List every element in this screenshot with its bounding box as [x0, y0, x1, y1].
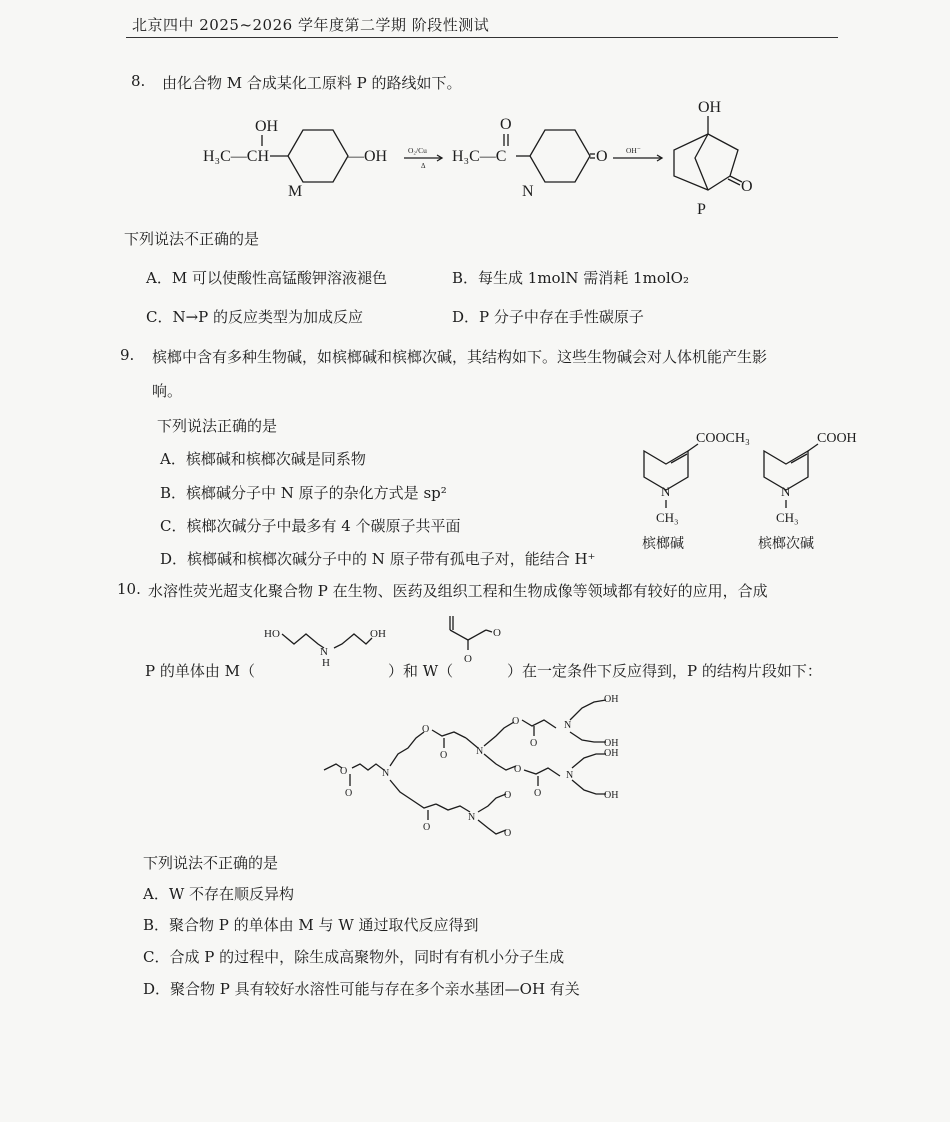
q8-option-b[interactable]: B．每生成 1molN 需消耗 1molO₂	[452, 269, 689, 287]
frag-o-lower-b: O	[504, 828, 512, 839]
q9-stem-line1: 槟榔中含有多种生物碱，如槟榔碱和槟榔次碱，其结构如下。这些生物碱会对人体机能产生影	[152, 348, 768, 366]
frag-o-lower-a: O	[504, 790, 512, 801]
q10-stem-line2-b: ）和 W（	[388, 662, 454, 680]
w-o-ester: O	[464, 653, 472, 665]
frag-o-ur: O	[512, 716, 520, 727]
n-label: N	[522, 183, 534, 200]
m-label: M	[288, 183, 303, 200]
q8-reaction-scheme	[190, 92, 790, 222]
m-ho: HO	[264, 628, 280, 640]
p-ketone-o: O	[741, 178, 753, 195]
m-h3c-ch: H₃C—CH	[203, 148, 270, 165]
p-outer-ring	[674, 134, 738, 190]
q9-stem-line2: 响。	[152, 382, 183, 400]
arecaidine-n: N	[781, 484, 791, 499]
frag-o-lr: O	[514, 764, 522, 775]
arecoline-group: COOCH₃	[696, 431, 750, 446]
arecaidine-name: 槟榔次碱	[758, 537, 814, 552]
arecoline-ch3: CH₃	[656, 510, 679, 525]
q10-stem-line1: 水溶性荧光超支化聚合物 P 在生物、医药及组织工程和生物成像等领域都有较好的应用，合成	[148, 582, 768, 600]
q10-option-d[interactable]: D．聚合物 P 具有较好水溶性可能与存在多个亲水基团—OH 有关	[143, 980, 580, 998]
frag-o-carbonyl-left: O	[345, 788, 353, 799]
n-carbonyl-o: O	[500, 116, 512, 133]
q10-stem-line2-c: ）在一定条件下反应得到，P 的结构片段如下：	[507, 662, 822, 680]
q10-prompt: 下列说法不正确的是	[143, 854, 279, 872]
q9-prompt: 下列说法正确的是	[157, 417, 278, 435]
q9-option-c[interactable]: C．槟榔次碱分子中最多有 4 个碳原子共平面	[160, 517, 461, 535]
p-label: P	[697, 201, 706, 218]
q8-option-a[interactable]: A．M 可以使酸性高锰酸钾溶液褪色	[146, 269, 387, 287]
q10-polymer-fragment	[320, 688, 640, 848]
m-oh-top: OH	[255, 118, 279, 135]
frag-o-upper-carbonyl: O	[440, 750, 448, 761]
frag-o-lower-carbonyl: O	[423, 822, 431, 833]
frag-oh-2: OH	[604, 738, 619, 749]
arrow1-condition: Δ	[421, 162, 426, 170]
m-oh-right: —OH	[348, 148, 388, 165]
q10-option-b[interactable]: B．聚合物 P 的单体由 M 与 W 通过取代反应得到	[143, 916, 479, 934]
n-cyclohexane-ring	[530, 130, 590, 182]
q8-option-d[interactable]: D．P 分子中存在手性碳原子	[452, 308, 644, 326]
arecoline-name: 槟榔碱	[642, 537, 684, 552]
q8-stem: 由化合物 M 合成某化工原料 P 的路线如下。	[162, 74, 462, 92]
arrow2-reagent: OH⁻	[626, 146, 641, 155]
frag-n-ur: N	[564, 720, 572, 731]
n-h3c-c: H₃C—C	[452, 148, 507, 165]
frag-n-lr: N	[566, 770, 574, 781]
frag-o-upper1: O	[422, 724, 430, 735]
q8-prompt: 下列说法不正确的是	[124, 230, 260, 248]
q9-option-d[interactable]: D．槟榔碱和槟榔次碱分子中的 N 原子带有孤电子对，能结合 H⁺	[160, 550, 596, 568]
frag-oh-3: OH	[604, 748, 619, 759]
frag-o-lr-carbonyl: O	[534, 788, 542, 799]
frag-oh-4: OH	[604, 790, 619, 801]
q9-number: 9.	[120, 346, 135, 364]
n-ketone-o: O	[596, 148, 608, 165]
q10-number: 10.	[117, 580, 141, 598]
m-cyclohexane-ring	[288, 130, 348, 182]
p-oh: OH	[698, 99, 722, 116]
arrow1-reagent: O₂/Cu	[408, 146, 427, 155]
header-rule	[126, 37, 838, 38]
p-bridge	[695, 134, 708, 190]
frag-n-left: N	[382, 768, 390, 779]
arecaidine-group: COOH	[817, 431, 857, 446]
frag-n-center: N	[476, 746, 484, 757]
m-n: N	[320, 646, 328, 658]
q10-option-a[interactable]: A．W 不存在顺反异构	[143, 885, 295, 903]
page-header: 北京四中 2025~2026 学年度第二学期 阶段性测试	[132, 16, 490, 34]
q9-option-a[interactable]: A．槟榔碱和槟榔次碱是同系物	[160, 450, 366, 468]
q10-stem-line2-a: P 的单体由 M（	[145, 662, 255, 680]
m-oh: OH	[370, 628, 386, 640]
q10-option-c[interactable]: C．合成 P 的过程中，除生成高聚物外，同时有有机小分子生成	[143, 948, 565, 966]
arecaidine-ch3: CH₃	[776, 510, 799, 525]
w-o-carbonyl: O	[493, 627, 501, 639]
frag-o-ur-carbonyl: O	[530, 738, 538, 749]
q9-option-b[interactable]: B．槟榔碱分子中 N 原子的杂化方式是 sp²	[160, 484, 447, 502]
m-h: H	[322, 657, 330, 669]
q8-option-c[interactable]: C．N→P 的反应类型为加成反应	[146, 308, 364, 326]
frag-o-left: O	[340, 766, 348, 777]
q10-monomer-w	[440, 610, 510, 674]
frag-n-lower: N	[468, 812, 476, 823]
q10-monomer-m	[262, 620, 392, 672]
frag-oh-1: OH	[604, 694, 619, 705]
q8-number: 8.	[131, 72, 146, 90]
arecoline-n: N	[661, 484, 671, 499]
q9-structures	[630, 420, 880, 560]
